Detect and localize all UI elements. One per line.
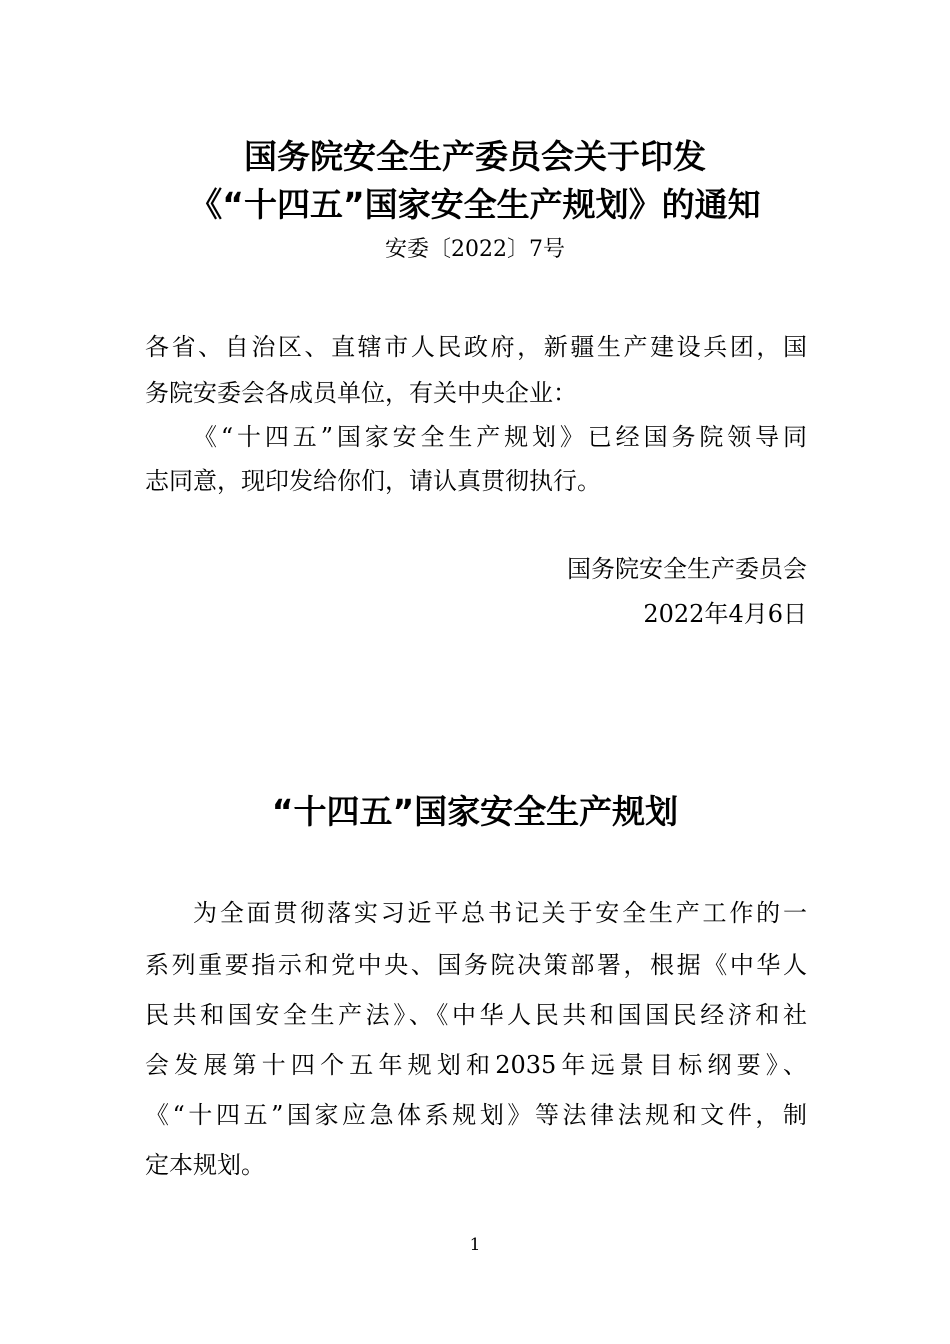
issue-date: 2022年4月6日 bbox=[643, 600, 807, 628]
plan-paragraph-line: 定本规划。 bbox=[145, 1151, 265, 1179]
plan-paragraph-line: 为全面贯彻落实习近平总书记关于安全生产工作的一 bbox=[193, 899, 807, 927]
notice-body-line-1: 《“十四五”国家安全生产规划》已经国务院领导同 bbox=[193, 423, 807, 451]
notice-title-line-2: 《“十四五”国家安全生产规划》的通知 bbox=[189, 185, 761, 224]
addressee-line-2: 务院安委会各成员单位，有关中央企业： bbox=[145, 379, 577, 407]
plan-title: “十四五”国家安全生产规划 bbox=[271, 792, 679, 831]
issuer-signature: 国务院安全生产委员会 bbox=[567, 555, 807, 583]
plan-paragraph-line: 系列重要指示和党中央、国务院决策部署，根据《中华人 bbox=[145, 951, 807, 979]
notice-body-line-2: 志同意，现印发给你们，请认真贯彻执行。 bbox=[145, 467, 601, 495]
plan-paragraph-line: 《“十四五”国家应急体系规划》等法律法规和文件，制 bbox=[145, 1101, 807, 1129]
plan-paragraph-line: 民共和国安全生产法》、《中华人民共和国国民经济和社 bbox=[145, 1001, 807, 1029]
notice-title-line-1: 国务院安全生产委员会关于印发 bbox=[244, 137, 706, 176]
document-number: 安委〔2022〕7号 bbox=[385, 237, 565, 262]
plan-paragraph-line: 会发展第十四个五年规划和2035年远景目标纲要》、 bbox=[145, 1051, 807, 1079]
page-number: 1 bbox=[469, 1235, 481, 1255]
addressee-line-1: 各省、自治区、直辖市人民政府，新疆生产建设兵团，国 bbox=[145, 333, 807, 361]
